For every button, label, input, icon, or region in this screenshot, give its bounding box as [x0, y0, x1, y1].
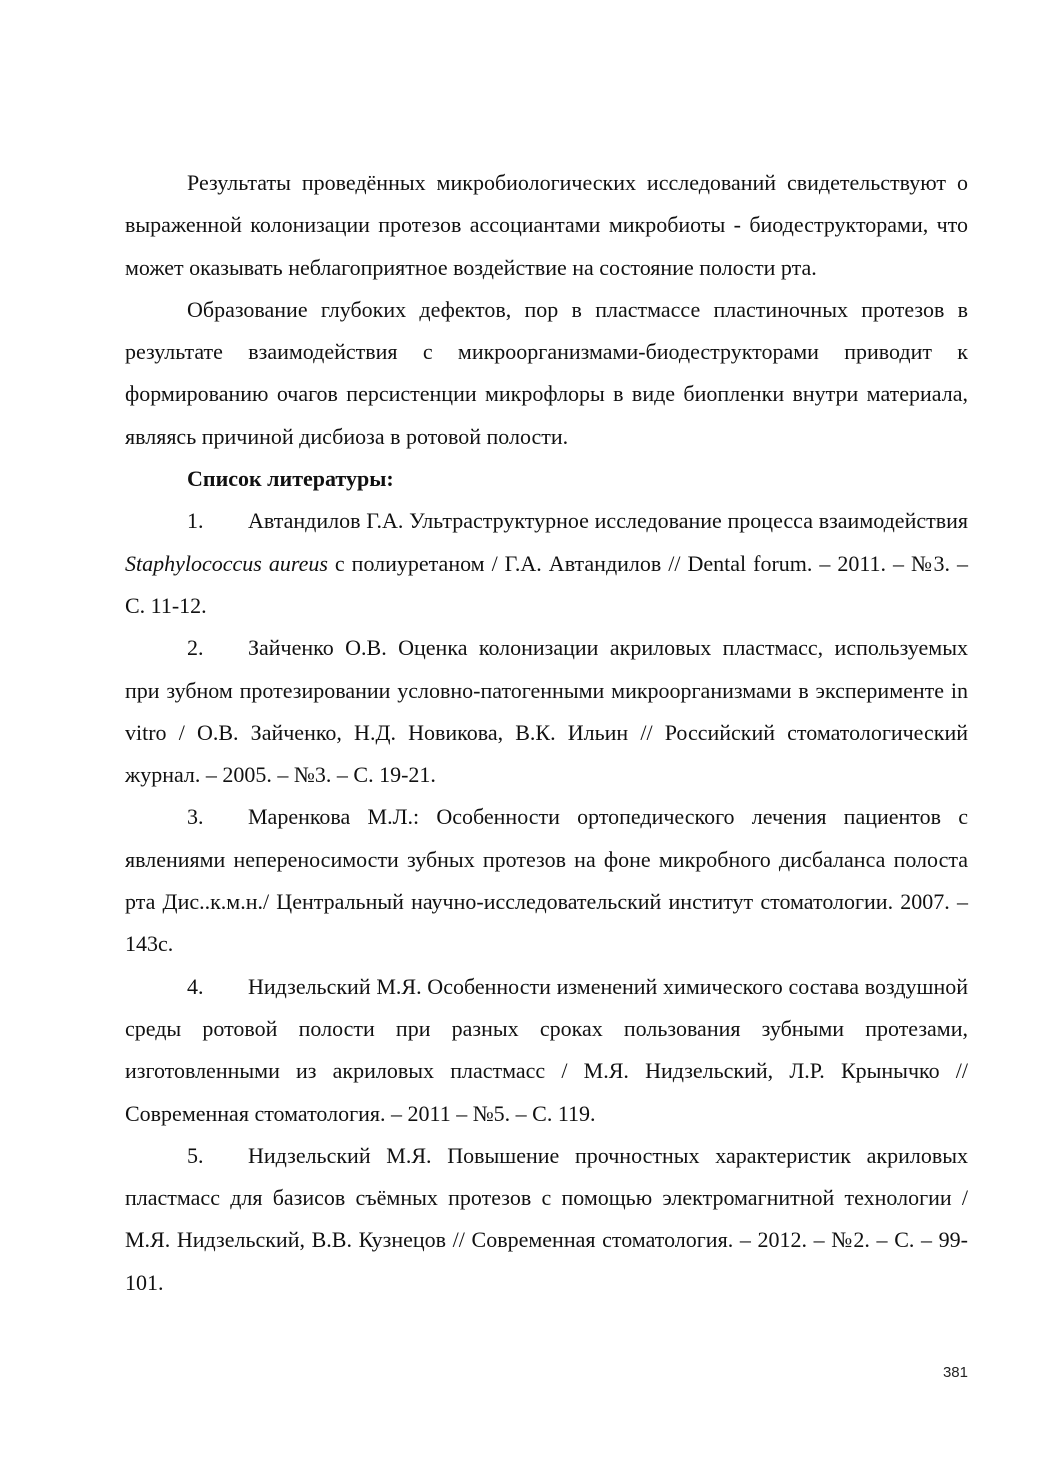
body-paragraph-defects: Образование глубоких дефектов, пор в пластмассе пластиночных протезов в результате взаимодействия с микроорганизмами-биодеструкторами приводит к формированию очагов персистенции микрофлоры в виде биопленки внутри материала, являясь причиной дисбиоза в ротовой полости.	[125, 296, 968, 449]
references-heading: Список литературы:	[187, 466, 394, 492]
reference-item-4	[125, 966, 968, 1135]
page-number: 381	[942, 1364, 968, 1381]
reference-text: Автандилов Г.А. Ультраструктурное исследование процесса взаимодействия	[248, 508, 968, 534]
reference-text: Нидзельский М.Я. Повышение прочностных характеристик акриловых пластмасс для базисов съёмных протезов с помощью электромагнитной технологии / М.Я. Нидзельский, В.В. Кузнецов // Современная стоматология. – 2012. – №2. – С. – 99-101.	[125, 1142, 968, 1295]
reference-text-continued: с полиуретаном / Г.А. Автандилов // Dental forum. – 2011. – №3. – С. 11-12.	[125, 550, 969, 618]
reference-item-1	[125, 500, 968, 627]
reference-number: 2.	[187, 635, 204, 661]
reference-number: 5.	[187, 1142, 204, 1168]
body-paragraph-results: Результаты проведённых микробиологических исследований свидетельствуют о выраженной колонизации протезов ассоциантами микробиоты - биодеструкторами, что может оказывать неблагоприятное воздействие на состояние полости рта.	[125, 170, 968, 280]
reference-text: Нидзельский М.Я. Особенности изменений химического состава воздушной среды ротовой полости при разных сроках пользования зубными протезами, изготовленными из акриловых пластмасс / М.Я. Нидзельский, Л.Р. Крынычко // Современная стоматология. – 2011 – №5. – С. 119.	[125, 973, 968, 1126]
reference-text: Маренкова М.Л.: Особенности ортопедического лечения пациентов с явлениями непереносимости зубных протезов на фоне микробного дисбаланса полоста рта Дис..к.м.н./ Центральный научно-исследовательский институт стоматологии. 2007. – 143с.	[125, 804, 968, 957]
reference-number: 3.	[187, 804, 204, 830]
reference-text: Зайченко О.В. Оценка колонизации акриловых пластмасс, используемых при зубном протезировании условно-патогенными микроорганизмами в эксперименте in vitro / О.В. Зайченко, Н.Д. Новикова, В.К. Ильин // Российский стоматологический журнал. – 2005. – №3. – С. 19-21.	[125, 635, 968, 788]
reference-item-2	[125, 627, 968, 796]
reference-item-3	[125, 796, 968, 965]
reference-italic-species: Staphylococcus aureus	[125, 550, 328, 576]
reference-number: 4.	[187, 973, 204, 999]
reference-item-5	[125, 1135, 968, 1304]
document-page	[125, 162, 968, 1304]
reference-number: 1.	[187, 508, 204, 534]
